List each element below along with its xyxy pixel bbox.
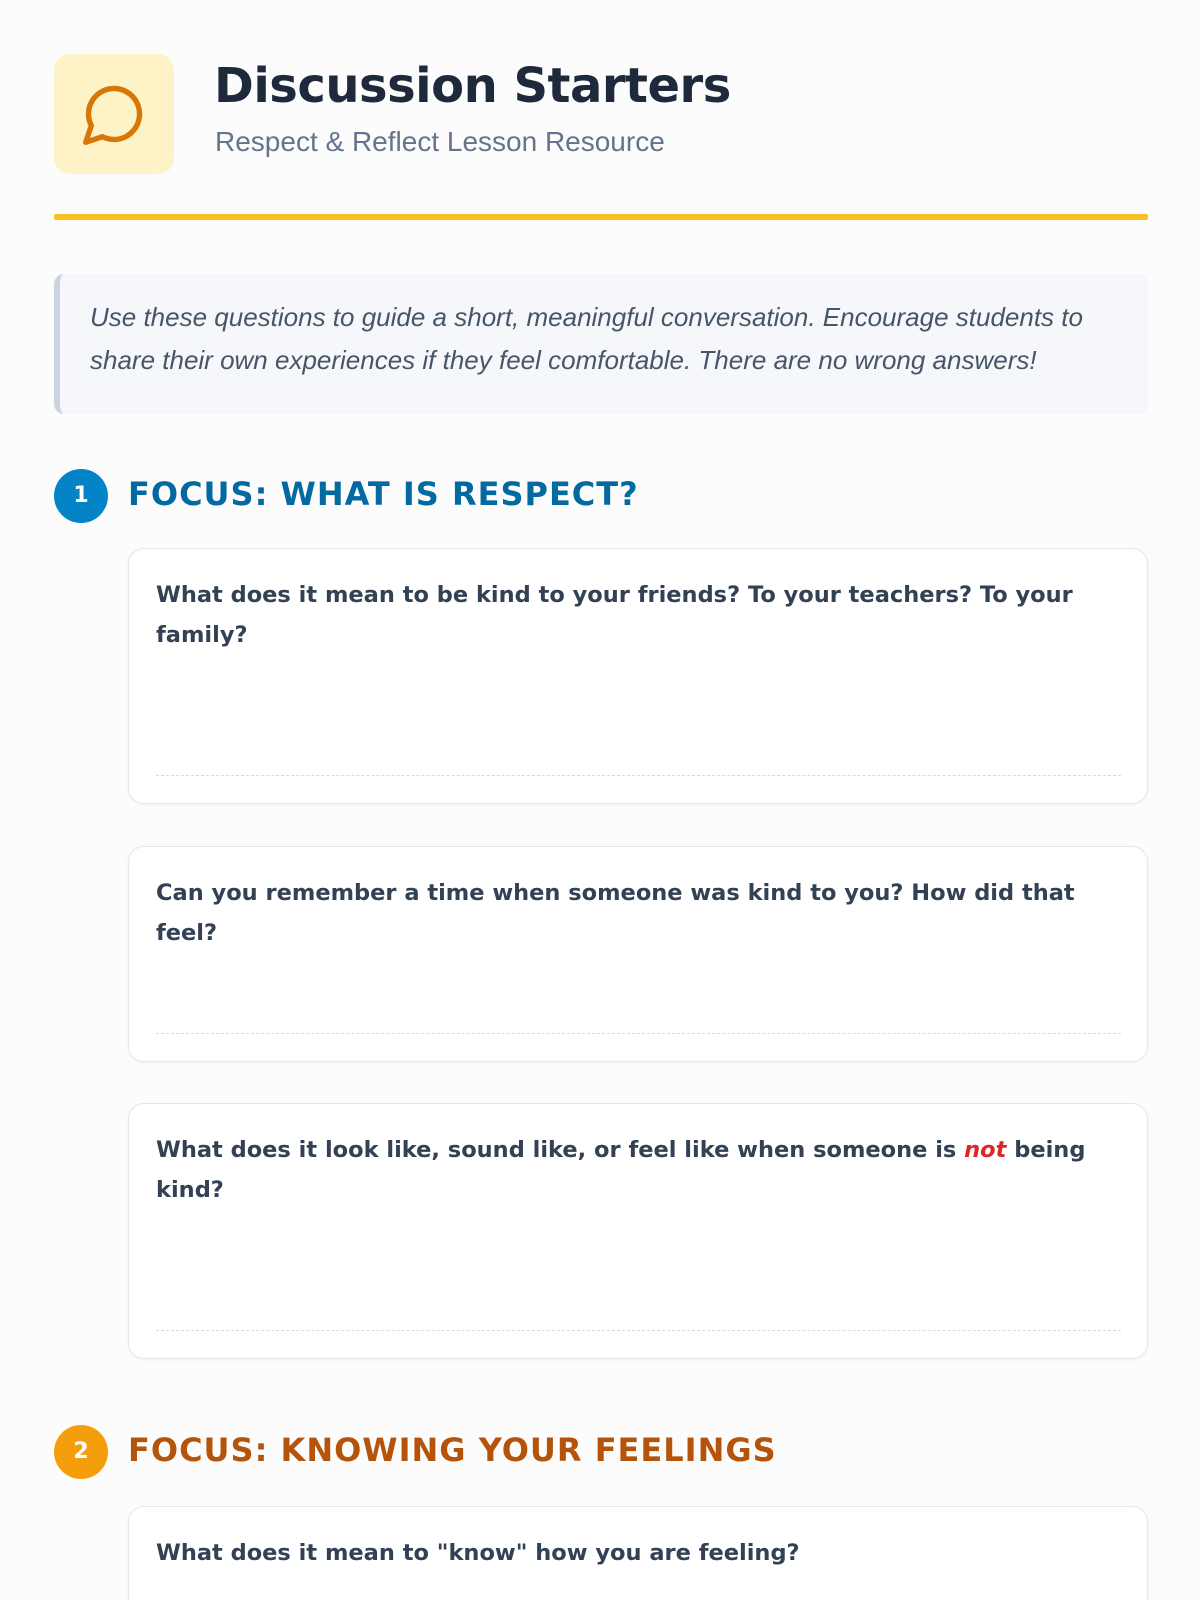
speech-bubble-icon <box>80 80 148 148</box>
section-title: FOCUS: KNOWING YOUR FEELINGS <box>128 1431 777 1469</box>
question-card <box>128 548 1148 804</box>
intro-text: Use these questions to guide a short, meaningful conversation. Encourage students to share their own experiences if they feel comfortable. There are no wrong answers! <box>90 302 1083 375</box>
question-text: What does it mean to "know" how you are feeling? <box>156 1540 800 1566</box>
page-subtitle: Respect & Reflect Lesson Resource <box>215 126 665 157</box>
section-header-2 <box>54 1425 1148 1479</box>
question-text <box>156 1130 1121 1210</box>
question-text-before: What does it look like, sound like, or feel like when someone is <box>156 1137 965 1163</box>
section-number-badge: 2 <box>54 1425 108 1479</box>
section-number-badge: 1 <box>54 469 108 523</box>
section-header-1 <box>54 469 1148 523</box>
header-divider <box>54 214 1148 220</box>
question-text-after: being kind? <box>156 1137 1086 1203</box>
answer-line <box>156 1330 1121 1331</box>
emphasis-word: not <box>964 1137 1007 1163</box>
question-text: Can you remember a time when someone was kind to you? How did that feel? <box>156 880 1075 946</box>
question-card <box>128 1103 1148 1359</box>
question-card <box>128 1506 1148 1600</box>
page-header <box>54 54 1148 174</box>
section-title: FOCUS: WHAT IS RESPECT? <box>128 475 639 513</box>
answer-line <box>156 775 1121 776</box>
page-title: Discussion Starters <box>214 58 731 114</box>
logo-badge <box>54 54 174 174</box>
question-text: What does it mean to be kind to your friends? To your teachers? To your family? <box>156 582 1073 648</box>
question-card <box>128 846 1148 1062</box>
intro-callout <box>54 274 1148 414</box>
answer-line <box>156 1033 1121 1034</box>
